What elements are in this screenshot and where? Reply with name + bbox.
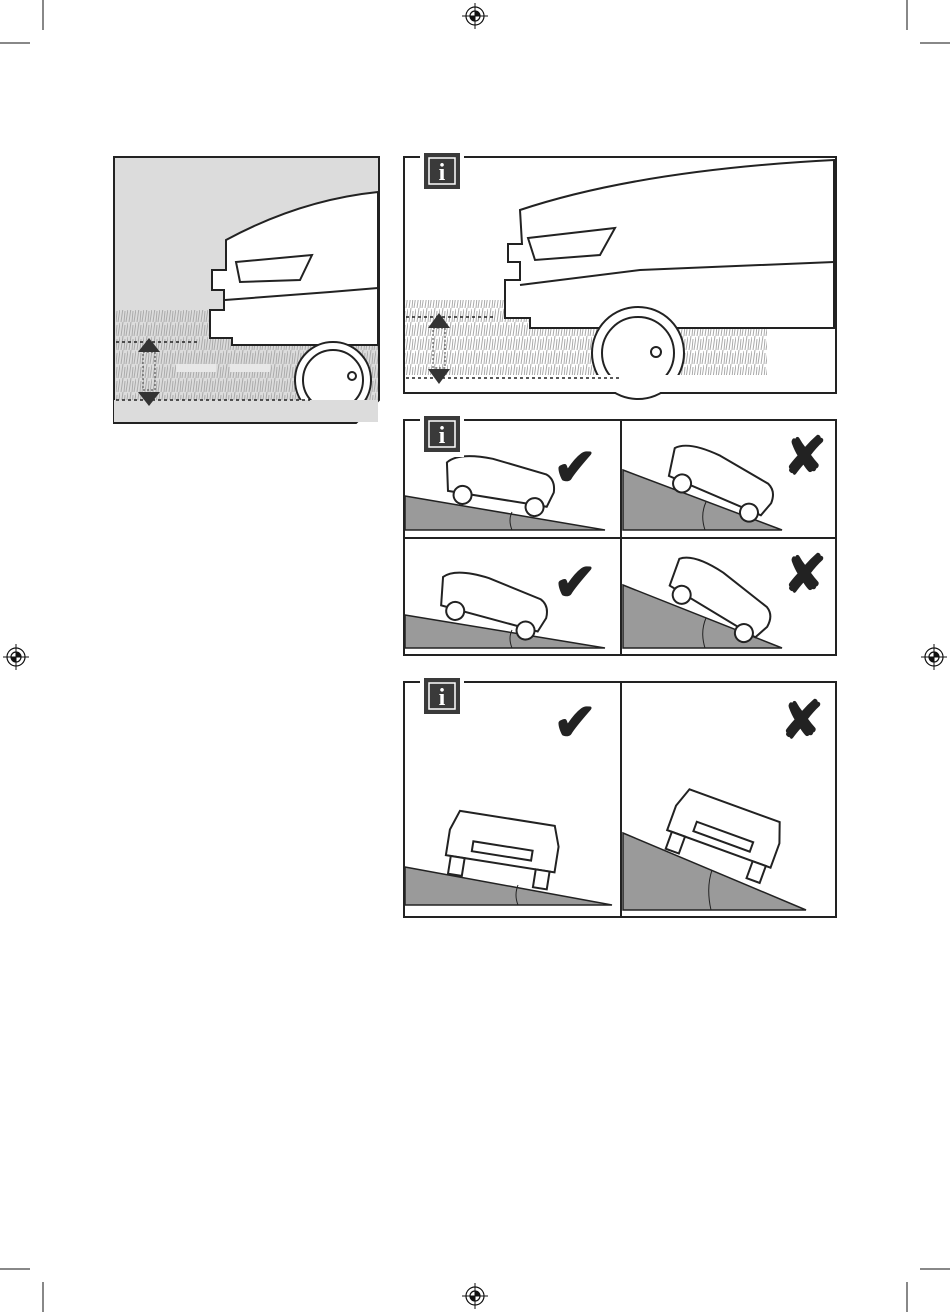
cross-icon: ✘ [783, 428, 827, 486]
registration-mark-icon [3, 644, 29, 670]
info-badge [420, 150, 464, 194]
info-badge [420, 675, 464, 719]
svg-text:i: i [438, 423, 446, 449]
registration-mark-icon [921, 644, 947, 670]
cross-icon: ✘ [783, 546, 827, 604]
checkmark-icon: ✔ [553, 439, 597, 497]
info-badge [420, 413, 464, 457]
registration-mark-icon [462, 3, 488, 29]
cutting-height-info-panel [404, 150, 836, 399]
checkmark-icon: ✔ [553, 694, 597, 752]
front-slopes-panel [404, 675, 836, 917]
svg-text:i: i [438, 160, 446, 186]
cutting-height-closeup-panel [114, 157, 379, 423]
side-slopes-panel [404, 413, 836, 655]
cross-icon: ✘ [780, 692, 824, 750]
svg-text:i: i [438, 685, 446, 711]
registration-mark-icon [462, 1283, 488, 1309]
checkmark-icon: ✔ [553, 554, 597, 612]
